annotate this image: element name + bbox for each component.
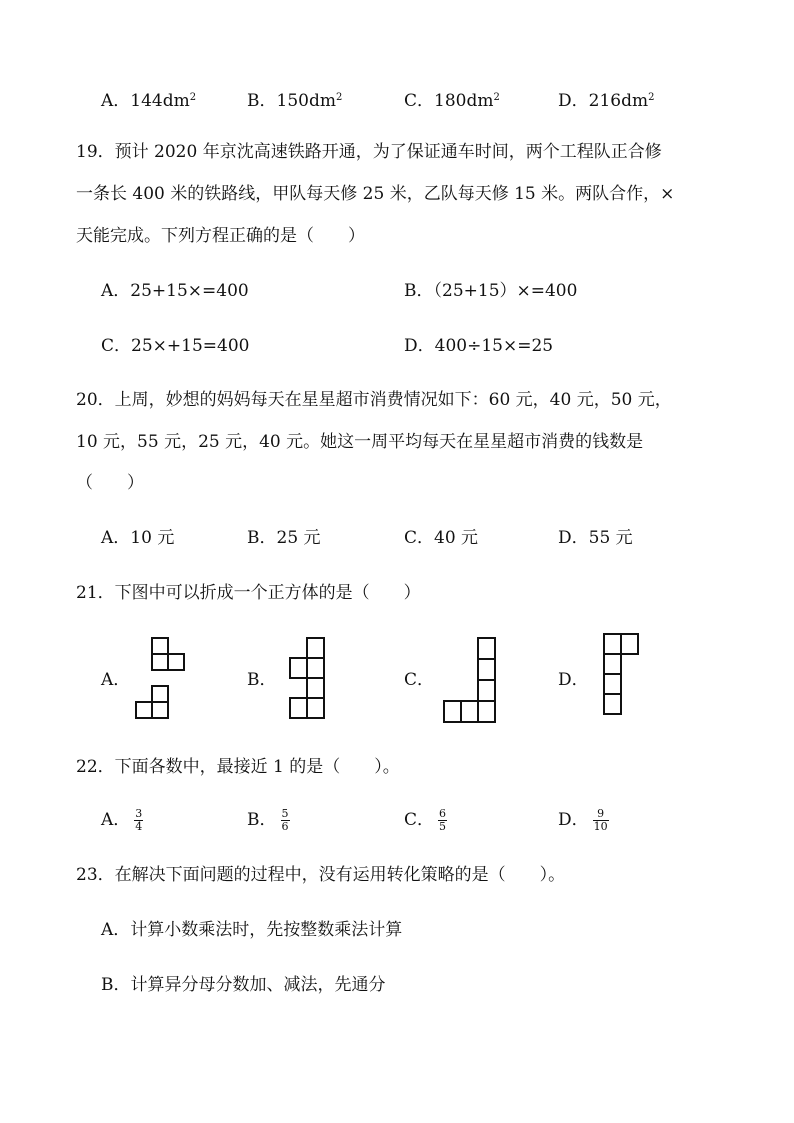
q22-option-b: B． $\frac{5}{6}$ [247, 807, 289, 833]
net-square [152, 638, 168, 654]
net-square [604, 694, 621, 714]
net-square [478, 638, 495, 659]
fraction: $\frac{3}{4}$ [135, 807, 143, 833]
net-square [307, 638, 324, 658]
net-square [478, 680, 495, 701]
q18-option-b: B．$150dm^2$ [247, 91, 343, 111]
q22-stem: 22．下面各数中，最接近 1 的是（ ）。 [76, 757, 400, 777]
q23-option-a: A．计算小数乘法时，先按整数乘法计算 [101, 920, 403, 940]
net-square [604, 654, 621, 674]
fraction: $\frac{6}{5}$ [439, 807, 447, 833]
q23-option-b: B．计算异分母分数加、减法，先通分 [101, 975, 386, 995]
q18-option-a: A．$144dm^2$ [101, 91, 197, 111]
net-square [152, 702, 168, 718]
net-square [307, 658, 324, 678]
q22-option-d: D． $\frac{9}{10}$ [558, 807, 608, 833]
net-square [478, 701, 495, 722]
q18-option-c: C．$180dm^2$ [404, 91, 500, 111]
q19-option-c: C．25×+15=400 [101, 336, 250, 356]
net-square [621, 634, 638, 654]
q21-label-a: A． [101, 670, 131, 690]
q19-stem-line-3: 天能完成。下列方程正确的是（ ） [76, 226, 365, 246]
q21-label-d: D． [558, 670, 589, 690]
net-square [152, 654, 168, 670]
q21-net-a-figure [134, 632, 186, 722]
q20-option-d: D．55 元 [558, 528, 633, 548]
q19-stem-line-2: 一条长 400 米的铁路线，甲队每天修 25 米，乙队每天修 15 米。两队合作，× [76, 184, 675, 204]
q19-stem-line-1: 19．预计 2020 年京沈高速铁路开通，为了保证通车时间，两个工程队正合修 [76, 142, 662, 162]
q20-stem-line-2: 10 元，55 元，25 元，40 元。她这一周平均每天在星星超市消费的钱数是 [76, 432, 644, 452]
net-square [290, 698, 307, 718]
net-square [461, 701, 478, 722]
q21-net-b-figure [285, 634, 327, 724]
q19-option-b: B．（25+15）×=400 [404, 281, 578, 301]
q22-option-a: A． $\frac{3}{4}$ [101, 807, 143, 833]
q20-stem-line-3: （ ） [76, 473, 144, 493]
q21-net-c-figure [440, 634, 502, 726]
net-square [136, 702, 152, 718]
q21-stem: 21．下图中可以折成一个正方体的是（ ） [76, 583, 421, 603]
fraction: $\frac{5}{6}$ [281, 807, 289, 833]
net-square [604, 634, 621, 654]
q20-option-b: B．25 元 [247, 528, 321, 548]
net-square [290, 658, 307, 678]
net-square [168, 654, 184, 670]
net-square [307, 698, 324, 718]
q20-stem-line-1: 20．上周，妙想的妈妈每天在星星超市消费情况如下：60 元，40 元，50 元， [76, 390, 672, 410]
net-square [307, 678, 324, 698]
net-square [604, 674, 621, 694]
q20-option-c: C．40 元 [404, 528, 479, 548]
q18-option-d: D．$216dm^2$ [558, 91, 655, 111]
net-square [478, 659, 495, 680]
q22-option-c: C． $\frac{6}{5}$ [404, 807, 447, 833]
q19-option-d: D．400÷15×=25 [404, 336, 554, 356]
q21-label-b: B． [247, 670, 277, 690]
net-square [152, 686, 168, 702]
q23-stem: 23．在解决下面问题的过程中，没有运用转化策略的是（ ）。 [76, 865, 566, 885]
q20-option-a: A．10 元 [101, 528, 175, 548]
q21-label-c: C． [404, 670, 435, 690]
q21-net-d-figure [600, 630, 642, 718]
q19-option-a: A．25+15×=400 [101, 281, 249, 301]
fraction: $\frac{9}{10}$ [593, 807, 608, 833]
net-square [444, 701, 461, 722]
